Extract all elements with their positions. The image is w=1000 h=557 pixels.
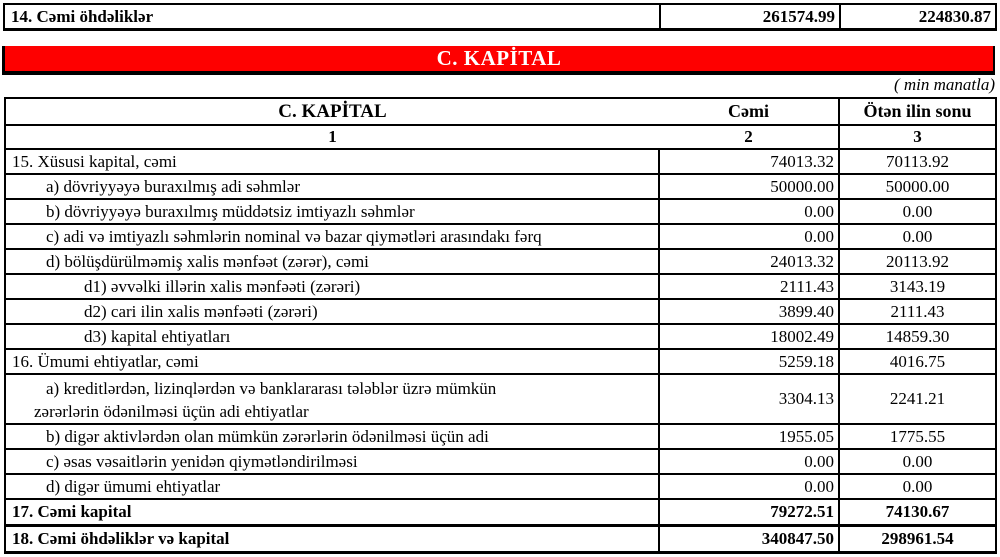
column-number-3: 3 <box>839 125 996 149</box>
section-banner <box>2 46 995 75</box>
column-number-row <box>5 125 996 149</box>
table-row-15a <box>5 174 996 199</box>
row-value-previous: 0.00 <box>839 474 996 499</box>
table-row-15d3 <box>5 324 996 349</box>
table-row-16c <box>5 449 996 474</box>
row-value-previous: 1775.55 <box>839 424 996 449</box>
row-value-current: 3304.13 <box>659 374 839 424</box>
header-previous: Ötən ilin sonu <box>839 98 996 125</box>
row-value-previous: 4016.75 <box>839 349 996 374</box>
table-row-16a <box>5 374 996 424</box>
row-label: 15. Xüsusi kapital, cəmi <box>5 149 659 174</box>
row-label: b) digər aktivlərdən olan mümkün zərərlərin ödənilməsi üçün adi <box>5 424 659 449</box>
row-value-previous: 298961.54 <box>839 526 996 553</box>
row-value-current: 3899.40 <box>659 299 839 324</box>
row-value-current: 1955.05 <box>659 424 839 449</box>
row-label: d3) kapital ehtiyatları <box>5 324 659 349</box>
row-value-current: 5259.18 <box>659 349 839 374</box>
row-label-line2: zərərlərin ödənilməsi üçün adi ehtiyatlar <box>34 401 309 421</box>
row-label: b) dövriyyəyə buraxılmış müddətsiz imtiyazlı səhmlər <box>5 199 659 224</box>
table-row-total-liabilities <box>4 4 996 30</box>
row-value-current: 74013.32 <box>659 149 839 174</box>
row-label <box>5 374 659 424</box>
column-number-1: 1 <box>5 125 659 149</box>
row-value-current: 261574.99 <box>660 4 840 30</box>
table-row-16 <box>5 349 996 374</box>
row-label: 17. Cəmi kapital <box>5 499 659 526</box>
table-row-15d1 <box>5 274 996 299</box>
row-label: 18. Cəmi öhdəliklər və kapital <box>5 526 659 553</box>
row-value-current: 79272.51 <box>659 499 839 526</box>
row-label: c) adi və imtiyazlı səhmlərin nominal və bazar qiymətləri arasındakı fərq <box>5 224 659 249</box>
table-row-17-total-capital <box>5 499 996 526</box>
table-header-row <box>5 98 996 125</box>
row-label: d1) əvvəlki illərin xalis mənfəəti (zərəri) <box>5 274 659 299</box>
row-label: d2) cari ilin xalis mənfəəti (zərəri) <box>5 299 659 324</box>
liabilities-total-table <box>3 3 997 31</box>
table-row-18-total-liabilities-and-capital <box>5 526 996 553</box>
row-value-previous: 224830.87 <box>840 4 996 30</box>
row-value-previous: 3143.19 <box>839 274 996 299</box>
column-number-2: 2 <box>659 125 839 149</box>
table-row-15d2 <box>5 299 996 324</box>
row-label: 14. Cəmi öhdəliklər <box>4 4 660 30</box>
row-value-previous: 74130.67 <box>839 499 996 526</box>
table-row-15d <box>5 249 996 274</box>
capital-table <box>4 97 997 554</box>
row-value-previous: 14859.30 <box>839 324 996 349</box>
row-value-current: 50000.00 <box>659 174 839 199</box>
table-row-15b <box>5 199 996 224</box>
row-label: d) bölüşdürülməmiş xalis mənfəət (zərər), cəmi <box>5 249 659 274</box>
row-value-current: 0.00 <box>659 199 839 224</box>
row-value-previous: 20113.92 <box>839 249 996 274</box>
row-value-current: 24013.32 <box>659 249 839 274</box>
row-value-previous: 2241.21 <box>839 374 996 424</box>
row-value-current: 0.00 <box>659 474 839 499</box>
row-value-previous: 70113.92 <box>839 149 996 174</box>
row-label: a) dövriyyəyə buraxılmış adi səhmlər <box>5 174 659 199</box>
table-row-16b <box>5 424 996 449</box>
row-value-previous: 50000.00 <box>839 174 996 199</box>
row-value-current: 340847.50 <box>659 526 839 553</box>
row-label: d) digər ümumi ehtiyatlar <box>5 474 659 499</box>
table-row-15 <box>5 149 996 174</box>
row-value-previous: 0.00 <box>839 449 996 474</box>
row-label: c) əsas vəsaitlərin yenidən qiymətləndirilməsi <box>5 449 659 474</box>
row-label: 16. Ümumi ehtiyatlar, cəmi <box>5 349 659 374</box>
row-value-current: 18002.49 <box>659 324 839 349</box>
header-current: Cəmi <box>659 98 839 125</box>
unit-note: ( min manatla) <box>893 75 995 94</box>
row-value-previous: 0.00 <box>839 199 996 224</box>
table-row-16d <box>5 474 996 499</box>
row-value-previous: 0.00 <box>839 224 996 249</box>
table-row-15c <box>5 224 996 249</box>
row-value-current: 0.00 <box>659 224 839 249</box>
row-value-previous: 2111.43 <box>839 299 996 324</box>
section-title: C. KAPİTAL <box>436 46 562 70</box>
row-value-current: 2111.43 <box>659 274 839 299</box>
header-section: C. KAPİTAL <box>5 98 659 125</box>
row-value-current: 0.00 <box>659 449 839 474</box>
row-label-line1: a) kreditlərdən, lizinqlərdən və banklararası tələblər üzrə mümkün <box>46 378 497 398</box>
